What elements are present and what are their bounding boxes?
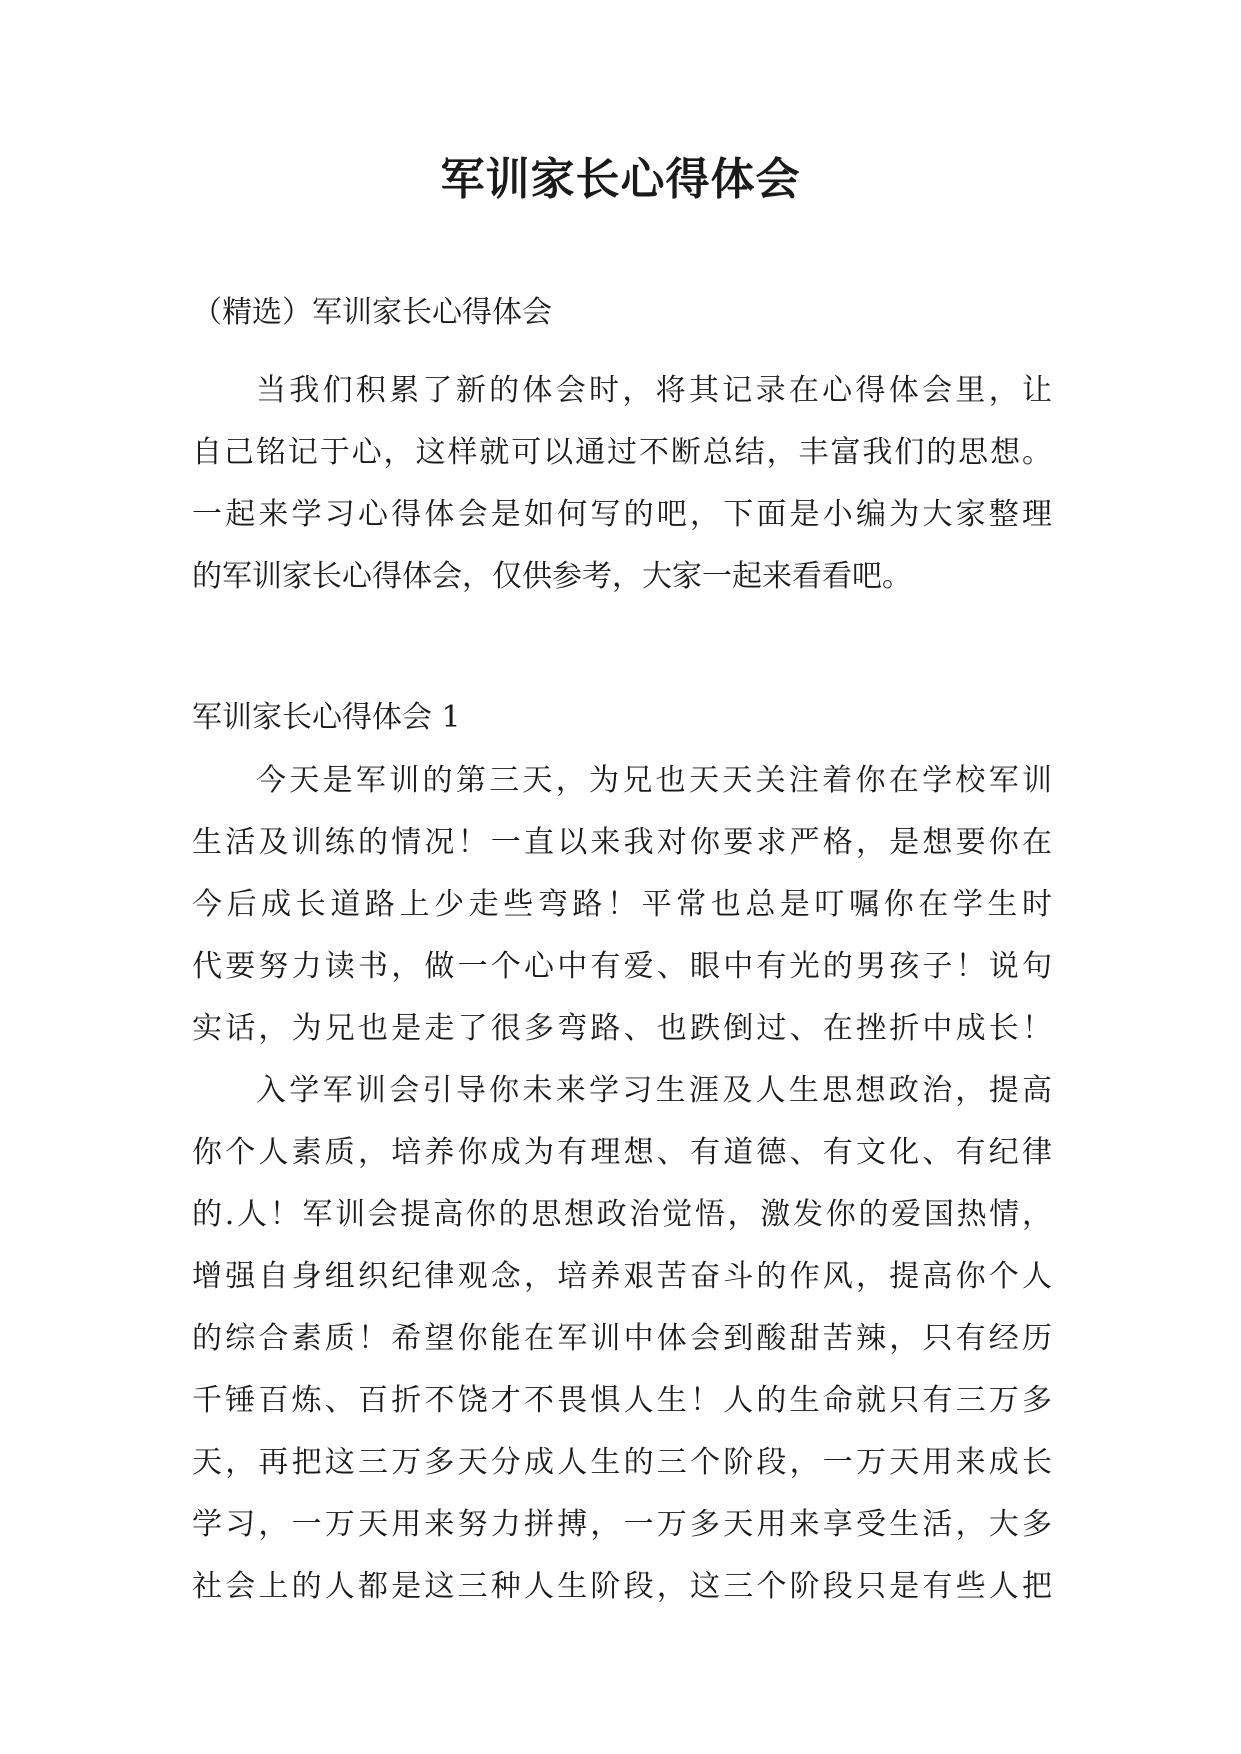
intro-line: 当我们积累了新的体会时，将其记录在心得体会里，让 bbox=[256, 373, 1052, 408]
document-subtitle: （精选）军训家长心得体会 bbox=[192, 295, 552, 330]
body-line: 的.人！军训会提高你的思想政治觉悟，激发你的爱国热情， bbox=[192, 1197, 1052, 1232]
body-line: 今天是军训的第三天，为兄也天天关注着你在学校军训 bbox=[256, 763, 1052, 798]
body-line: 实话，为兄也是走了很多弯路、也跌倒过、在挫折中成长！ bbox=[192, 1011, 1052, 1046]
body-line: 的综合素质！希望你能在军训中体会到酸甜苦辣，只有经历 bbox=[192, 1321, 1052, 1356]
document-title: 军训家长心得体会 bbox=[440, 154, 801, 205]
body-line: 天，再把这三万多天分成人生的三个阶段，一万天用来成长 bbox=[192, 1445, 1052, 1480]
section-heading: 军训家长心得体会 1 bbox=[192, 700, 461, 735]
body-line: 生活及训练的情况！一直以来我对你要求严格，是想要你在 bbox=[192, 825, 1052, 860]
intro-line: 自己铭记于心，这样就可以通过不断总结，丰富我们的思想。 bbox=[192, 435, 1052, 470]
body-line: 代要努力读书，做一个心中有爱、眼中有光的男孩子！说句 bbox=[192, 949, 1052, 984]
body-paragraph-2 bbox=[192, 1060, 1052, 1618]
body-line: 你个人素质，培养你成为有理想、有道德、有文化、有纪律 bbox=[192, 1135, 1052, 1170]
body-line: 学习，一万天用来努力拼搏，一万多天用来享受生活，大多 bbox=[192, 1507, 1052, 1542]
intro-line: 的军训家长心得体会，仅供参考，大家一起来看看吧。 bbox=[192, 559, 912, 594]
intro-line: 一起来学习心得体会是如何写的吧，下面是小编为大家整理 bbox=[192, 497, 1052, 532]
intro-paragraph bbox=[192, 360, 1052, 608]
body-line: 千锤百炼、百折不饶才不畏惧人生！人的生命就只有三万多 bbox=[192, 1383, 1052, 1418]
body-line: 入学军训会引导你未来学习生涯及人生思想政治，提高 bbox=[256, 1073, 1052, 1108]
body-line: 增强自身组织纪律观念，培养艰苦奋斗的作风，提高你个人 bbox=[192, 1259, 1052, 1294]
body-line: 今后成长道路上少走些弯路！平常也总是叮嘱你在学生时 bbox=[192, 887, 1052, 922]
body-paragraph-1 bbox=[192, 750, 1052, 1060]
body-line: 社会上的人都是这三种人生阶段，这三个阶段只是有些人把 bbox=[192, 1569, 1052, 1604]
